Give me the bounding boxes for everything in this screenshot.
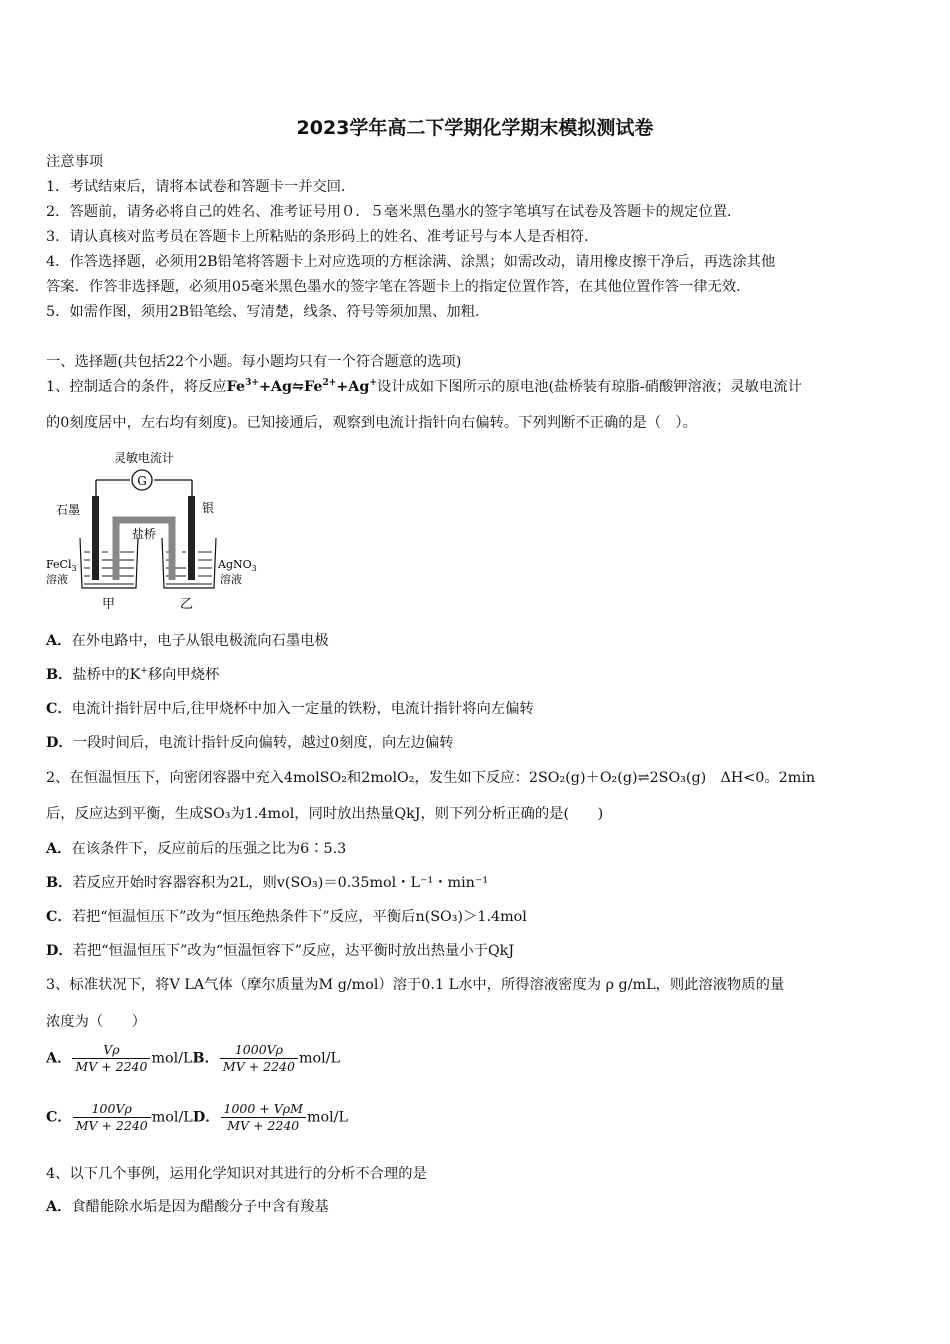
option-d[interactable]: D．一段时间后，电流计指针反向偏转，越过0刻度，向左边偏转 bbox=[46, 735, 454, 751]
option-d[interactable]: D．若把“恒温恒压下”改为“恒温恒容下”反应，达平衡时放出热量小于QkJ bbox=[46, 943, 515, 959]
question-4-stem: 4、以下几个事例，运用化学知识对其进行的分析不合理的是 bbox=[46, 1166, 427, 1182]
notice-item: 答案．作答非选择题，必须用05毫米黑色墨水的签字笔在答题卡上的指定位置作答，在其他位置作答一律无效． bbox=[46, 279, 751, 295]
galvanic-cell-figure bbox=[44, 446, 264, 616]
beaker-left bbox=[80, 538, 138, 588]
silver-label: 银 bbox=[202, 501, 215, 515]
silver-electrode bbox=[188, 496, 195, 580]
right-solution-label-2: 溶液 bbox=[220, 573, 242, 586]
option-b[interactable]: B．若反应开始时容器容积为2L，则v(SO₃)＝0.35mol・L⁻¹・min⁻¹ bbox=[46, 875, 489, 891]
option-a[interactable]: A．在外电路中，电子从银电极流向石墨电极 bbox=[46, 633, 329, 649]
fraction: $\frac{100V\rho}{MV + 2240}$ bbox=[73, 1101, 151, 1134]
fraction: $\frac{1000V\rho}{MV + 2240}$ bbox=[220, 1042, 298, 1075]
galvanometer-symbol: G bbox=[137, 474, 147, 488]
option-c[interactable]: C．若把“恒温恒压下”改为“恒压绝热条件下”反应，平衡后n(SO₃)＞1.4mol bbox=[46, 909, 527, 925]
question-1-stem-cont: 的0刻度居中，左右均有刻度)。已知接通后，观察到电流计指针向右偏转。下列判断不正确的是（ ）。 bbox=[46, 415, 697, 431]
galvanometer-label: 灵敏电流计 bbox=[113, 451, 175, 465]
question-1-stem: 1、控制适合的条件，将反应$Fe^{3+}+Ag⇋Fe^{2+}+Ag^+$设计成如下图所示的原电池(盐桥装有琼脂-硝酸钾溶液；灵敏电流计 bbox=[46, 378, 802, 395]
page-title: 2023学年高二下学期化学期末模拟测试卷 bbox=[296, 117, 654, 139]
option-a[interactable]: A．在该条件下，反应前后的压强之比为6∶5.3 bbox=[46, 841, 347, 857]
q3-options-row-1: A． $\frac{V\rho}{MV + 2240}$ mol/LB． $\frac{1000V\rho}{MV + 2240}$ mol/L bbox=[46, 1042, 341, 1074]
notice-item: 2．答题前，请务必将自己的姓名、准考证号用０．５毫米黑色墨水的签字笔填写在试卷及答题卡的规定位置． bbox=[46, 204, 742, 220]
salt-bridge-label: 盐桥 bbox=[132, 527, 157, 541]
q3-options-row-2: C． $\frac{100V\rho}{MV + 2240}$ mol/LD． $\frac{\text{1000 + VρM}}{MV + 2240}$ mol/L bbox=[46, 1101, 348, 1133]
notice-item: 5．如需作图，须用2B铅笔绘、写清楚，线条、符号等须加黑、加粗． bbox=[46, 304, 490, 320]
option-a[interactable]: A． bbox=[46, 1050, 72, 1067]
question-2-stem-cont: 后，反应达到平衡，生成SO₃为1.4mol，同时放出热量QkJ，则下列分析正确的是( ) bbox=[46, 806, 604, 822]
notice-heading: 注意事项 bbox=[46, 154, 104, 170]
left-beaker-label: 甲 bbox=[102, 597, 116, 612]
notice-item: 3．请认真核对监考员在答题卡上所粘贴的条形码上的姓名、准考证号与本人是否相符． bbox=[46, 229, 599, 245]
option-c[interactable]: C．电流计指针居中后,往甲烧杯中加入一定量的铁粉，电流计指针将向左偏转 bbox=[46, 701, 534, 717]
notice-item: 1．考试结束后，请将本试卷和答题卡一并交回． bbox=[46, 179, 356, 195]
left-solution-label: FeCl$_3$ bbox=[46, 558, 77, 573]
section-heading: 一、选择题(共包括22个小题。每小题均只有一个符合题意的选项) bbox=[46, 354, 462, 370]
notice-item: 4．作答选择题，必须用2B铅笔将答题卡上对应选项的方框涂满、涂黑；如需改动，请用橡皮擦干净后，再选涂其他 bbox=[46, 254, 776, 270]
right-solution-label: AgNO$_3$ bbox=[218, 558, 257, 573]
graphite-electrode bbox=[92, 496, 99, 580]
question-3-stem-cont: 浓度为（ ） bbox=[46, 1014, 147, 1030]
option-b[interactable]: B．盐桥中的K+移向甲烧杯 bbox=[46, 666, 220, 683]
option-b[interactable]: B． bbox=[192, 1050, 219, 1067]
right-beaker-label: 乙 bbox=[180, 597, 194, 612]
option-d[interactable]: D． bbox=[192, 1109, 220, 1126]
question-2-stem: 2、在恒温恒压下，向密闭容器中充入4molSO₂和2molO₂，发生如下反应：2SO₂(g)＋O₂(g)⇌2SO₃(g) ΔH<0。2min bbox=[46, 770, 816, 786]
fraction: $\frac{\text{1000 + VρM}}{MV + 2240}$ bbox=[221, 1101, 306, 1134]
question-3-stem: 3、标准状况下，将V LA气体（摩尔质量为M g/mol）溶于0.1 L水中，所得溶液密度为 ρ g/mL，则此溶液物质的量 bbox=[46, 977, 785, 993]
option-c[interactable]: C． bbox=[46, 1109, 72, 1126]
left-solution-label-2: 溶液 bbox=[46, 573, 68, 586]
fraction: $\frac{V\rho}{MV + 2240}$ bbox=[72, 1042, 150, 1075]
graphite-label: 石墨 bbox=[56, 503, 81, 517]
option-a[interactable]: A．食醋能除水垢是因为醋酸分子中含有羧基 bbox=[46, 1199, 329, 1215]
